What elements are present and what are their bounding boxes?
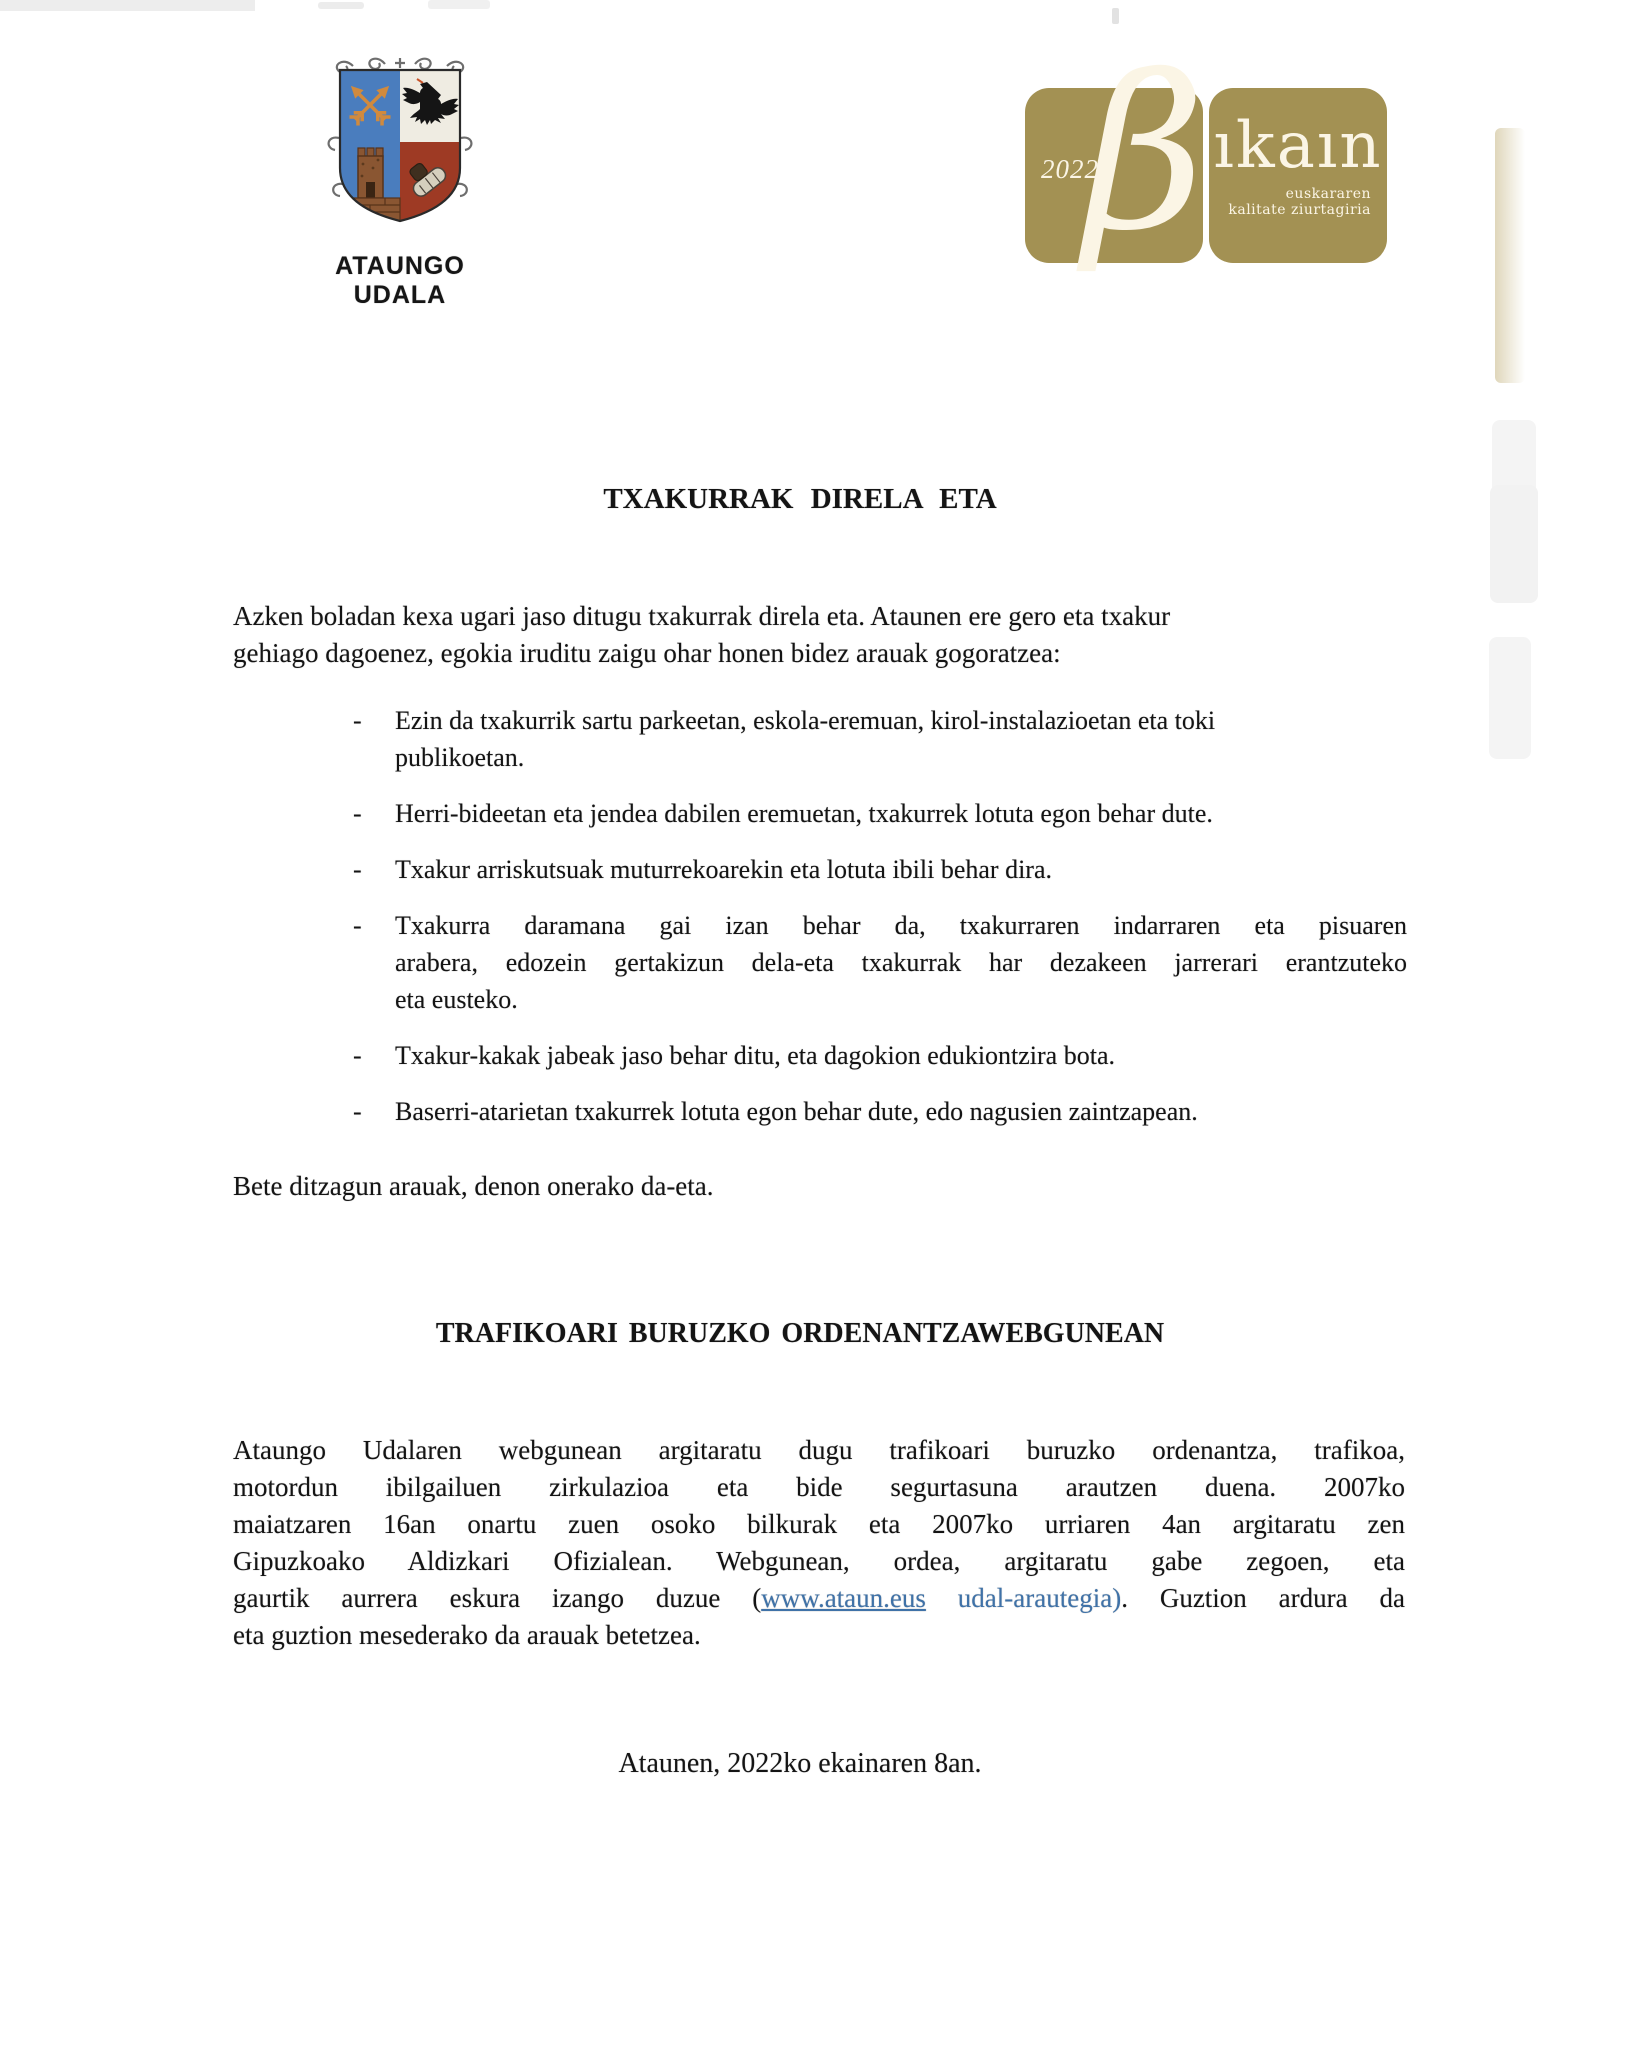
bullet-dash: - [353, 799, 362, 828]
bullet-line: arabera, edozein gertakizun dela-eta txakurrak har dezakeen jarrerari erantzuteko [395, 948, 1407, 977]
bullet-dash: - [353, 706, 362, 735]
bikain-tagline-line2: kalitate ziurtagiria [1228, 202, 1371, 218]
scan-artifact [1489, 637, 1531, 759]
bullet-dash: - [353, 1041, 362, 1070]
ataun-coat-of-arms [315, 50, 485, 246]
bullet-line: Txakur arriskutsuak muturrekoarekin eta lotuta ibili behar dira. [395, 855, 1052, 884]
bikain-logo [1025, 30, 1387, 277]
body-line-with-link [233, 1580, 1405, 1617]
bullet-line: Baserri-atarietan txakurrek lotuta egon behar dute, edo nagusien zaintzapean. [395, 1097, 1198, 1126]
list-item [353, 795, 1407, 832]
bikain-year: 2022 [1041, 154, 1099, 184]
bikain-tagline-line1: euskararen [1285, 186, 1371, 202]
body-line: Gipuzkoako Aldizkari Ofizialean. Webgunean, ordea, argitaratu gabe zegoen, eta [233, 1546, 1405, 1576]
bullet-line: publikoetan. [395, 743, 525, 772]
notice2-body [233, 1432, 1405, 1654]
bullet-line: Ezin da txakurrik sartu parkeetan, eskola-eremuan, kirol-instalazioetan eta toki [395, 706, 1216, 735]
bullet-dash: - [353, 855, 362, 884]
notice1-intro [233, 598, 1423, 672]
intro-line: Azken boladan kexa ugari jaso ditugu txakurrak direla eta. Ataunen ere gero eta txakur [233, 601, 1171, 631]
scan-artifact [318, 2, 364, 9]
list-item [353, 1037, 1407, 1074]
notice1-closing: Bete ditzagun arauak, denon onerako da-eta. [233, 1171, 714, 1201]
scan-artifact [0, 0, 255, 11]
scan-artifact [1112, 8, 1119, 24]
body-line: Ataungo Udalaren webgunean argitaratu dugu trafikoari buruzko ordenantza, trafikoa, [233, 1435, 1405, 1465]
notice1-title: TXAKURRAK DIRELA ETA [603, 483, 997, 515]
bullet-line: Herri-bideetan eta jendea dabilen eremuetan, txakurrek lotuta egon behar dute. [395, 799, 1213, 828]
municipality-header [300, 50, 500, 310]
municipality-name: ATAUNGO UDALA [335, 252, 465, 309]
intro-line: gehiago dagoenez, egokia iruditu zaigu ohar honen bidez arauak gogoratzea: [233, 638, 1061, 668]
list-item [353, 851, 1407, 888]
list-item [353, 907, 1407, 1018]
bikain-beta-glyph: β [1083, 30, 1206, 277]
bullet-dash: - [353, 911, 362, 940]
body-line: eta guztion mesederako da arauak betetzea. [233, 1620, 701, 1650]
ataun-website-link[interactable]: www.ataun.eus [761, 1583, 926, 1613]
bikain-logo-left-square [1025, 30, 1206, 277]
body-line: maiatzaren 16an onartu zuen osoko bilkurak eta 2007ko urriaren 4an argitaratu zen [233, 1509, 1405, 1539]
bullet-line: Txakur-kakak jabeak jaso behar ditu, eta dagokion edukiontzira bota. [395, 1041, 1115, 1070]
dateline: Ataunen, 2022ko ekainaren 8an. [618, 1748, 982, 1779]
scan-artifact [1495, 128, 1525, 383]
body-text: gaurtik aurrera eskura izango duzue ( [233, 1583, 762, 1613]
link-suffix-text: udal-arautegia) [925, 1583, 1122, 1613]
scan-artifact [428, 0, 490, 9]
notice2-title: TRAFIKOARI BURUZKO ORDENANTZAWEBGUNEAN [435, 1318, 1165, 1349]
bullet-dash: - [353, 1097, 362, 1126]
list-item [353, 1093, 1407, 1130]
bullet-line: Txakurra daramana gai izan behar da, txakurraren indarraren eta pisuaren [395, 911, 1407, 940]
notice1-bullet-list [353, 702, 1407, 1149]
body-text: . Guztion ardura da [1121, 1583, 1405, 1613]
bikain-logo-right-square [1209, 88, 1387, 263]
bullet-line: eta eusteko. [395, 985, 518, 1014]
body-line: motordun ibilgailuen zirkulazioa eta bide segurtasuna arautzen duena. 2007ko [233, 1472, 1405, 1502]
bikain-brand-name: ıkaın [1213, 109, 1383, 183]
bikain-tagline [1209, 186, 1387, 218]
list-item [353, 702, 1407, 776]
